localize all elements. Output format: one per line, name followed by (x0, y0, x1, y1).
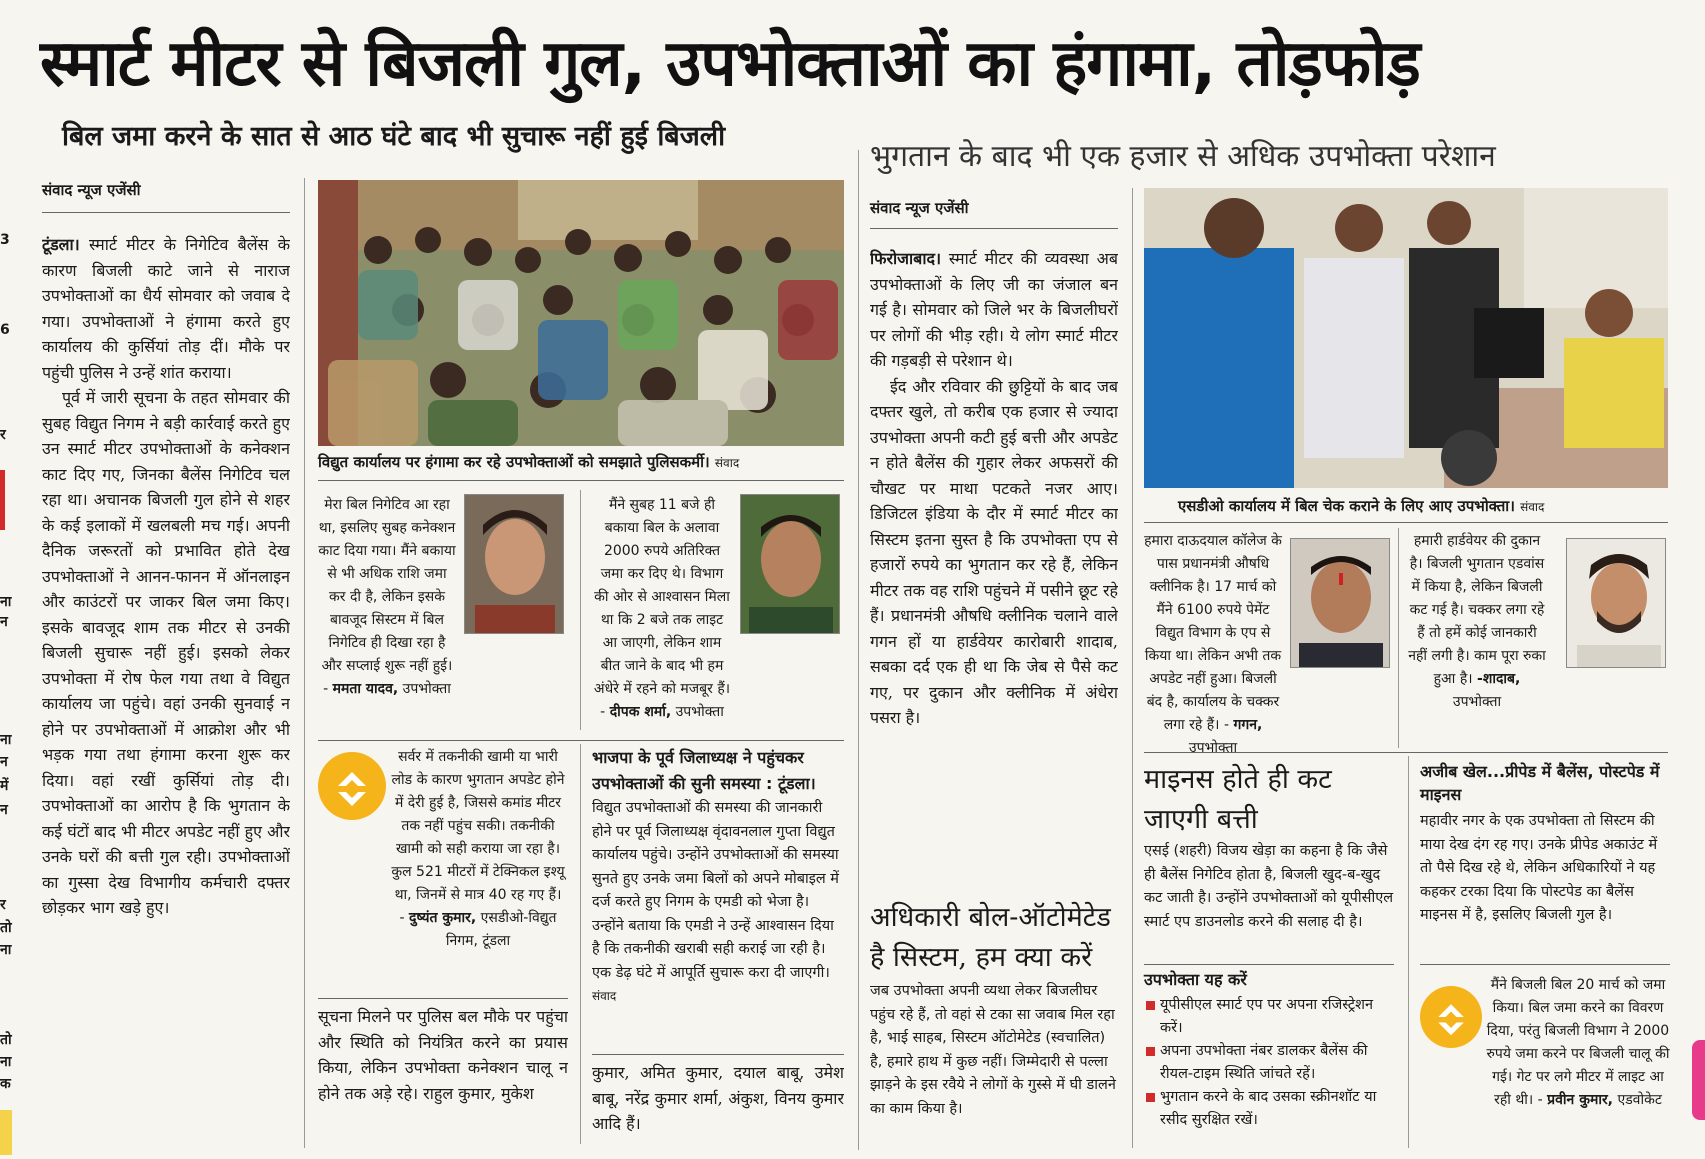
tip-item: यूपीसीएल स्मार्ट एप पर अपना रजिस्ट्रेशन करें। (1144, 994, 1398, 1040)
quote-mamta (318, 494, 568, 734)
caption-rule-1 (318, 480, 844, 481)
ajeeb-text: महावीर नगर के एक उपभोक्ता तो सिस्टम की माया देख दंग रह गए। उनके प्रीपेड अकाउंट में तो पैसे दिख रहे थे, लेकिन अधिकारियों ने यह कहकर टरका दिया कि पोस्टपेड का बैलेंस माइनस में है, इसलिए बिजली गुल है। (1420, 813, 1658, 923)
portrait-shadab-image (1567, 539, 1666, 668)
quote-praveen (1420, 974, 1670, 1150)
portrait-deepak (740, 494, 840, 634)
right-story-text: फिरोजाबाद। स्मार्ट मीटर की व्यवस्था अब उपभोक्ताओं के लिए जी का जंजाल बन गई है। सोमवार को जिले भर के बिजलीघरों पर लोगों की भीड़ रही। ये लोग स्मार्ट मीटर की गड़बड़ी से परेशान थे। ईद और रविवार की छुट्टियों के बाद जब दफ्तर खुले, तो करीब एक हजार से ज्यादा उपभोक्ता अपनी कटी हुई बत्ती और अपडेट न होते बैलेंस की गुहार लेकर अफसरों की चौखट पर माथा पटकते नजर आए। डिजिटल इंडिया के दौर में स्मार्ट मीटर का सिस्टम इतना सुस्त है कि उपभोक्ता एप से हजारों रुपये का भुगतान कर रहे हैं, लेकिन मीटर तक वह राशि पहुंचने में पसीने छूट रहे हैं। प्रधानमंत्री औषधि क्लीनिक चलाने वाले गगन हों या हार्डवेयर कारोबारी शादाब, सबका दर्द एक ही था कि जेब से पैसे कट गए, पर दुकान और क्लीनिक में अंधेरा पसरा है। (870, 249, 1118, 727)
quote-gagan-head: हमारा दाऊदयाल कॉलेज के पास प्रधानमंत्री औषधि क्लीनिक है। 17 मार्च को मैंने 6100 रुपये पेमेंट विद्युत विभाग के एप से किया था। लेकिन अभी तक अपडेट नहीं हुआ। बिजली बंद है, कार्यालय के चक्कर लगा रहे हैं। - गगन, उपभोक्ता (1144, 533, 1282, 756)
left-dateline: टूंडला। (42, 235, 80, 254)
column-divider-1 (304, 178, 305, 1148)
quote-dushyant-body: सर्वर में तकनीकी खामी या भारी लोड के कारण भुगतान अपडेट होने में देरी हुई है, जिससे कमांड मीटर तक नहीं पहुंच सकी। तकनीकी खामी को सही कराया जा रहा है। कुल 521 मीटरों में टेक्निकल इश्यू था, जिनमें से मात्र 40 रह गए हैं। - दुष्यंत कुमार, एसडीओ-विद्युत निगम, टूंडला (391, 749, 565, 949)
crowd-photo-image (318, 180, 844, 446)
tip-item: अपना उपभोक्ता नंबर डालकर बैलेंस की रीयल-टाइम स्थिति जांचते रहें। (1144, 1040, 1398, 1086)
officer-head: अधिकारी बोल-ऑटोमेटेड है सिस्टम, हम क्या करें (870, 902, 1111, 973)
quote-mamta-head: मेरा बिल निगेटिव आ रहा था, इसलिए सुबह कनेक्शन काट दिया गया। मैंने बकाया से भी अधिक राशि जमा कर दी है, लेकिन इसके बावजूद सिस्टम में बिल निगेटिव ही दिखा रहा है और सप्लाई शुरू नहीं हुई। - ममता यादव, उपभोक्ता (318, 497, 456, 697)
minus-rule (1144, 964, 1394, 965)
bjp-rule (592, 1054, 844, 1055)
police-text: सूचना मिलने पर पुलिस बल मौके पर पहुंचा और स्थिति को नियंत्रित करने का प्रयास किया, लेकिन उपभोक्ता कनेक्शन चालू न होने तक अड़े रहे। राहुल कुमार, मुकेश (318, 1007, 568, 1103)
section-divider (858, 150, 859, 1150)
quote-rule-2 (318, 998, 568, 999)
left-subhead: बिल जमा करने के सात से आठ घंटे बाद भी सुचारू नहीं हुई बिजली (62, 121, 726, 152)
right-dateline: फिरोजाबाद। (870, 249, 942, 268)
left-edge-red-bar (0, 470, 5, 530)
left-story-text: टूंडला। स्मार्ट मीटर के निगेटिव बैलेंस के कारण बिजली काटे जाने से नाराज उपभोक्ताओं का धैर्य सोमवार को जवाब दे गया। उपभोक्ताओं ने हंगामा करते हुए कार्यालय की कुर्सियां तोड़ दीं। मौके पर पहुंची पुलिस ने उन्हें शांत कराया। पूर्व में जारी सूचना के तहत सोमवार की सुबह विद्युत निगम ने बड़ी कार्रवाई करते हुए उन स्मार्ट मीटर उपभोक्ताओं के कनेक्शन काट दिए गए, जिनका बैलेंस निगेटिव चल रहा था। अचानक बिजली गुल होने से शहर के कई इलाकों में खलबली मच गई। अपनी दैनिक जरूरतों को प्रभावित होते देख उपभोक्ताओं ने आनन-फानन में ऑनलाइन और काउंटरों पर जाकर बिल जमा किए। इसके बावजूद शाम तक मीटर से उनकी बिजली सुचारू नहीं हुई। इसको लेकर उपभोक्ता में रोष फेल गया तथा वे विद्युत कार्यालय जा पहुंचे। वहां उनकी सुनवाई न होने पर उपभोक्ताओं में आक्रोश और भी भड़क गया तथा हंगामा करना शुरू कर दिया। वहां रखीं कुर्सियां तोड़ दी। उपभोक्ताओं का आरोप है कि भुगतान के कई घंटों बाद भी मीटर अपडेट नहीं हुए और उनके घरों की बत्ती गुल रही। उपभोक्ताओं का गुस्सा देख विभागीय कर्मचारी दफ्तर छोड़कर भाग खड़े हुए। (42, 235, 290, 917)
names-text: कुमार, अमित कुमार, दयाल बाबू, उमेश बाबू, नरेंद्र कुमार शर्मा, अंकुश, विनय कुमार आदि हैं। (592, 1063, 844, 1133)
byline-left: संवाद न्यूज एजेंसी (42, 181, 141, 199)
office-photo-image (1144, 188, 1668, 488)
right-edge-mark (1692, 1040, 1705, 1120)
tips-head: उपभोक्ता यह करें (1144, 970, 1247, 989)
quote-praveen-body: मैंने बिजली बिल 20 मार्च को जमा किया। बिल जमा करने का विवरण दिया, परंतु बिजली विभाग ने 2000 रुपये जमा करने पर बिजली चालू की गई। गेट पर लगे मीटर में लाइट आ रही थी। - प्रवीन कुमार, एडवोकेट (1486, 977, 1670, 1108)
quote-shadab-head: हमारी हार्डवेयर की दुकान है। बिजली भुगतान एडवांस में किया है, लेकिन बिजली कट गई है। चक्कर लगा रहे हैं तो हमें कोई जानकारी नहीं लगी है। काम पूरा रुका हुआ है। -शादाब, उपभोक्ता (1408, 533, 1546, 710)
crowd-photo-caption: विद्युत कार्यालय पर हंगामा कर रहे उपभोक्ताओं को समझाते पुलिसकर्मी। संवाद (318, 453, 740, 471)
column-divider-4 (1408, 756, 1409, 1148)
minus-text: एसई (शहरी) विजय खेड़ा का कहना है कि जैसे ही बैलेंस निगेटिव होता है, बिजली खुद-ब-खुद कट जाती है। उन्होंने उपभोक्ताओं को यूपीसीएल स्मार्ट एप डाउनलोड करने की सलाह दी है। (1144, 843, 1394, 930)
bjp-box: भाजपा के पूर्व जिलाध्यक्ष ने पहुंचकर उपभोक्ताओं की सुनी समस्या : टूंडला। विद्युत उपभोक्ताओं की समस्या की जानकारी होने पर पूर्व जिलाध्यक्ष वृंदावनलाल गुप्ता विद्युत कार्यालय पहुंचे। उन्होंने उपभोक्ताओं की समस्या सुनते हुए उनके जमा बिलों को अपने मोबाइल में दर्ज करते हुए निगम के एमडी को भेजा है। उन्होंने बताया कि एमडी ने उन्हें आश्वासन दिया है कि तकनीकी खराबी सही कराई जा रही है। एक डेढ़ घंटे में आपूर्ति सुचारू करा दी जाएगी। संवाद (592, 748, 839, 1003)
portrait-gagan (1290, 538, 1390, 668)
office-photo-caption: एसडीओ कार्यालय में बिल चेक कराने के लिए आए उपभोक्ता। संवाद (1178, 497, 1545, 515)
quote-rule-1 (318, 740, 844, 741)
left-edge-marks: 3 6 र ना न ना न में न र तो ना तो ना क (0, 232, 12, 1092)
minus-head: माइनस होते ही कट जाएगी बत्ती (1144, 764, 1332, 835)
portrait-shadab (1566, 538, 1666, 668)
tips-list (1144, 994, 1398, 1132)
officer-text: जब उपभोक्ता अपनी व्यथा लेकर बिजलीघर पहुंच रहे हैं, तो वहां से टका सा जवाब मिल रहा है, भाई साहब, सिस्टम ऑटोमेटेड (स्वचालित) है, हमारे हाथ में कुछ नहीं। जिम्मेदारी से पल्ला झाड़ने के इस रवैये ने लोगों के गुस्से में घी डालने का काम किया है। (870, 983, 1116, 1117)
headline: स्मार्ट मीटर से बिजली गुल, उपभोक्ताओं का हंगामा, तोड़फोड़ (40, 27, 1420, 101)
byline-rule-right (870, 228, 1118, 229)
caption-rule-2 (1144, 522, 1668, 523)
right-subhead: भुगतान के बाद भी एक हजार से अधिक उपभोक्ता परेशान (870, 139, 1496, 174)
quote-rule-3 (1144, 752, 1668, 753)
quote-divider (580, 490, 581, 730)
byline-right: संवाद न्यूज एजेंसी (870, 199, 969, 217)
left-edge-yellow-bar (0, 1110, 12, 1155)
quote-dushyant (318, 746, 566, 992)
tip-item: भुगतान करने के बाद उसका स्क्रीनशॉट या रसीद सुरक्षित रखें। (1144, 1086, 1398, 1132)
ajeeb-head: अजीब खेल...प्रीपेड में बैलेंस, पोस्टपेड में माइनस (1420, 762, 1660, 804)
office-photo (1144, 188, 1668, 488)
crowd-photo (318, 180, 844, 446)
byline-rule-left (42, 212, 290, 213)
column-divider-2 (580, 744, 581, 1144)
column-divider-3 (1132, 188, 1133, 1148)
portrait-gagan-image (1291, 539, 1390, 668)
ajeeb-rule (1420, 964, 1670, 965)
quote-deepak: मैंने सुबह 11 बजे ही बकाया बिल के अलावा 2000 रुपये अतिरिक्त जमा कर दिए थे। विभाग की ओर से आश्वासन मिला था कि 2 बजे तक लाइट आ जाएगी, लेकिन शाम बीत जाने के बाद भी हम अंधेरे में रहने को मजबूर हैं। - दीपक शर्मा, उपभोक्ता (593, 497, 731, 720)
quote-divider-2 (1398, 528, 1399, 748)
portrait-deepak-image (741, 495, 840, 634)
